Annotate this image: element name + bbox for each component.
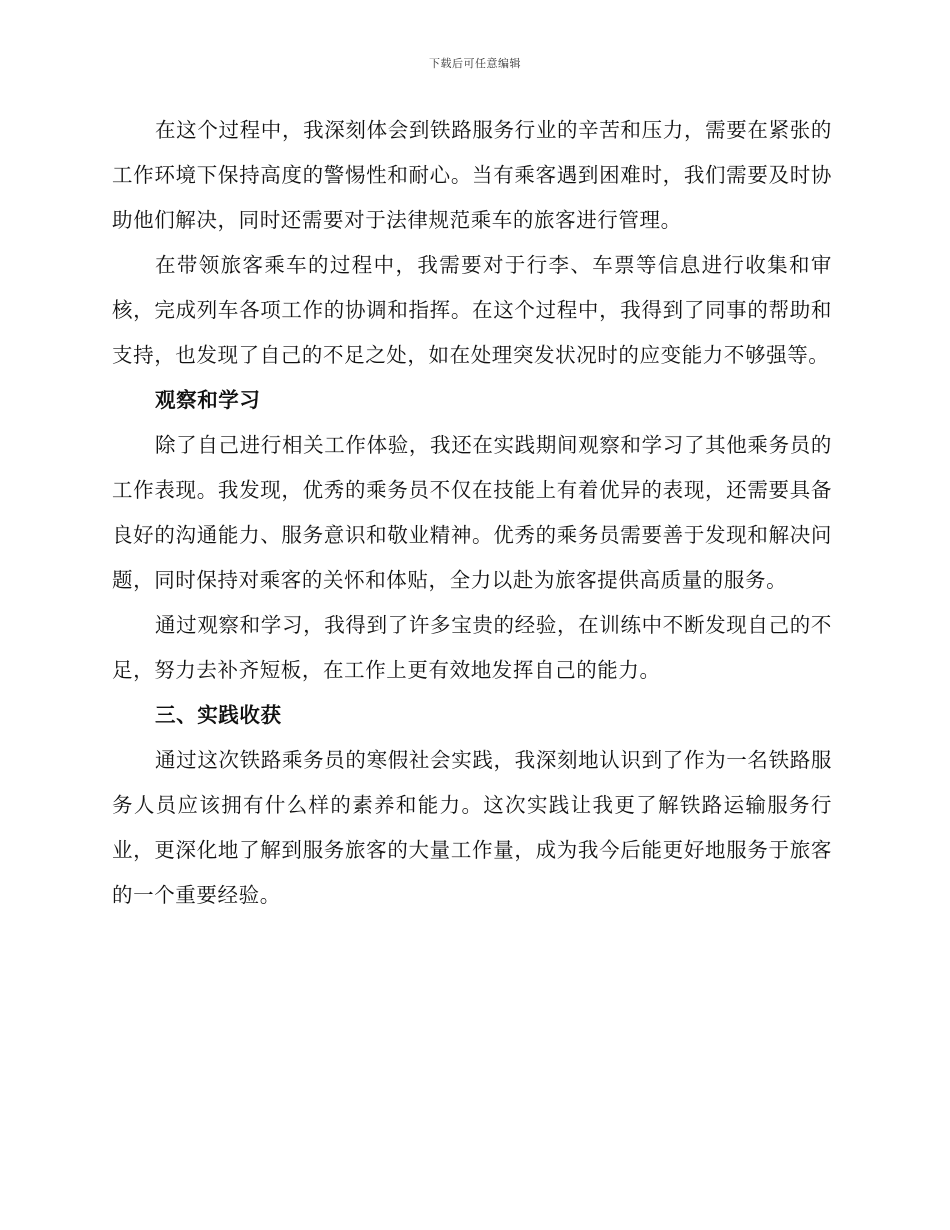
paragraph-lessons-gained: 通过观察和学习，我得到了许多宝贵的经验，在训练中不断发现自己的不足，努力去补齐短板，在工作上更有效地发挥自己的能力。 — [112, 613, 832, 682]
paragraph-practice-summary: 通过这次铁路乘务员的寒假社会实践，我深刻地认识到了作为一名铁路服务人员应该拥有什么样的素养和能力。这次实践让我更了解铁路运输服务行业，更深化地了解到服务旅客的大量工作量，成为我今后能更好地服务于旅客的一个重要经验。 — [112, 748, 832, 907]
section-heading-practice-gains: 三、实践收获 — [155, 703, 282, 727]
document-body — [112, 108, 832, 918]
paragraph-leading-passengers: 在带领旅客乘车的过程中，我需要对于行李、车票等信息进行收集和审核，完成列车各项工作的协调和指挥。在这个过程中，我得到了同事的帮助和支持，也发现了自己的不足之处，如在处理突发状况时的应变能力不够强等。 — [112, 253, 832, 367]
section-heading-observe-learn: 观察和学习 — [155, 388, 261, 412]
paragraph-observe-colleagues: 除了自己进行相关工作体验，我还在实践期间观察和学习了其他乘务员的工作表现。我发现，优秀的乘务员不仅在技能上有着优异的表现，还需要具备良好的沟通能力、服务意识和敬业精神。优秀的乘务员需要善于发现和解决问题，同时保持对乘客的关怀和体贴，全力以赴为旅客提供高质量的服务。 — [112, 433, 832, 592]
paragraph-process-experience: 在这个过程中，我深刻体会到铁路服务行业的辛苦和压力，需要在紧张的工作环境下保持高度的警惕性和耐心。当有乘客遇到困难时，我们需要及时协助他们解决，同时还需要对于法律规范乘车的旅客进行管理。 — [112, 118, 832, 232]
header-note: 下载后可任意编辑 — [429, 57, 521, 70]
